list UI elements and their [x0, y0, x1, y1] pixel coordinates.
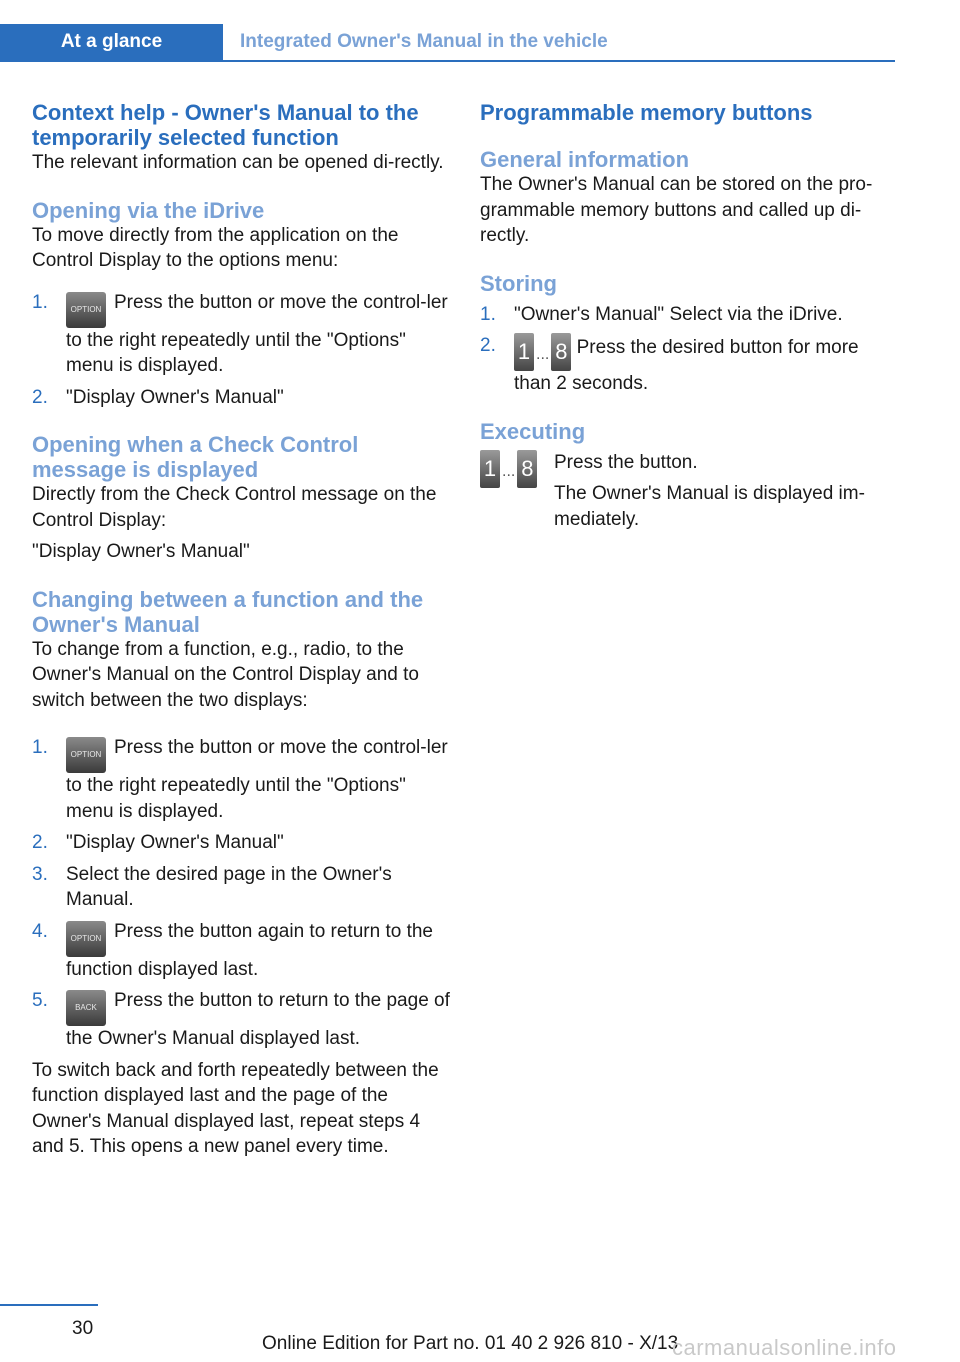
changing-text: To change from a function, e.g., radio, to the Owner's Manual on the Control Display and to switch between the two displays: — [32, 638, 419, 711]
step-number: 2. — [32, 386, 48, 408]
list-item — [32, 735, 452, 824]
memory-buttons-icon-group — [480, 450, 537, 488]
list-item — [32, 919, 452, 983]
step-text: Press the button to return to the page of the Owner's Manual displayed last. — [66, 990, 450, 1049]
option-button-icon: OPTION — [66, 737, 106, 773]
list-item — [480, 302, 900, 328]
step-text: Press the desired button for more than 2 seconds. — [514, 337, 859, 394]
page-number: 30 — [72, 1318, 94, 1339]
executing-block — [480, 450, 900, 533]
check-control-heading: Opening when a Check Control message is displayed — [32, 432, 359, 482]
check-control-text: Directly from the Check Control message on the Control Display: — [32, 484, 437, 531]
ellipsis-icon: ... — [536, 346, 550, 363]
step-number: 4. — [32, 920, 48, 942]
changing-steps — [32, 735, 452, 1052]
step-text: "Display Owner's Manual" — [66, 386, 284, 408]
list-item — [32, 830, 452, 856]
step-text: "Display Owner's Manual" — [66, 832, 284, 853]
idrive-text: To move directly from the application on the Control Display to the options menu: — [32, 224, 399, 271]
executing-heading: Executing — [480, 418, 586, 444]
storing-heading: Storing — [480, 270, 557, 296]
general-info-text: The Owner's Manual can be stored on the pro‐grammable memory buttons and called up di‐rectly. — [480, 174, 873, 246]
page-header — [0, 24, 895, 61]
section-tab[interactable]: At a glance — [0, 24, 223, 60]
idrive-heading: Opening via the iDrive — [32, 197, 265, 223]
context-help-heading: Context help - Owner's Manual to the temporarily selected function — [32, 100, 419, 150]
step-number: 1. — [32, 291, 48, 313]
list-item — [32, 862, 452, 913]
idrive-steps — [32, 290, 452, 411]
step-text: "Owner's Manual" Select via the iDrive. — [514, 303, 843, 325]
step-text: Press the button again to return to the function displayed last. — [66, 920, 433, 980]
memory-button-8-icon: 8 — [517, 450, 537, 488]
list-item — [480, 333, 900, 397]
executing-text: Press the button. — [554, 451, 698, 473]
memory-button-1-icon: 1 — [480, 450, 500, 488]
step-number: 3. — [32, 863, 48, 885]
executing-result-text: The Owner's Manual is displayed im‐mediately. — [554, 483, 865, 530]
back-button-icon: BACK — [66, 990, 106, 1026]
storing-steps — [480, 302, 900, 397]
chapter-title[interactable]: Integrated Owner's Manual in the vehicle — [240, 31, 608, 52]
step-text: Press the button or move the control‐ler to the right repeatedly until the "Options" menu is displayed. — [66, 737, 448, 822]
check-control-menu-item: "Display Owner's Manual" — [32, 541, 250, 562]
memory-buttons-heading: Programmable memory buttons — [480, 100, 813, 125]
option-button-icon: OPTION — [66, 292, 106, 328]
step-text: Press the button or move the control‐ler to the right repeatedly until the "Options" menu is displayed. — [66, 291, 448, 376]
changing-heading: Changing between a function and the Owner's Manual — [32, 586, 424, 637]
step-number: 5. — [32, 990, 48, 1011]
list-item — [32, 290, 452, 379]
watermark: carmanualsonline.info — [672, 1335, 897, 1360]
right-column — [480, 100, 900, 532]
memory-button-1-icon: 1 — [514, 333, 534, 371]
context-help-text: The relevant information can be opened di‐rectly. — [32, 152, 444, 173]
edition-info: Online Edition for Part no. 01 40 2 926 810 - X/13 — [262, 1333, 679, 1354]
step-text: Select the desired page in the Owner's Manual. — [66, 863, 392, 910]
step-number: 1. — [480, 303, 496, 325]
step-number: 2. — [480, 335, 496, 356]
left-column — [32, 100, 452, 1160]
changing-closing-text: To switch back and forth repeatedly between the function displayed last and the page of the Owner's Manual displayed last, repeat steps 4 and 5. This opens a new panel every time. — [32, 1059, 439, 1157]
header-divider — [0, 60, 895, 62]
step-number: 2. — [32, 832, 48, 853]
footer-divider — [0, 1304, 98, 1306]
memory-button-8-icon: 8 — [551, 333, 571, 371]
step-number: 1. — [32, 737, 48, 758]
list-item — [32, 988, 452, 1052]
list-item — [32, 385, 452, 411]
ellipsis-icon: ... — [502, 462, 516, 480]
option-button-icon: OPTION — [66, 921, 106, 957]
general-info-heading: General information — [480, 147, 690, 172]
